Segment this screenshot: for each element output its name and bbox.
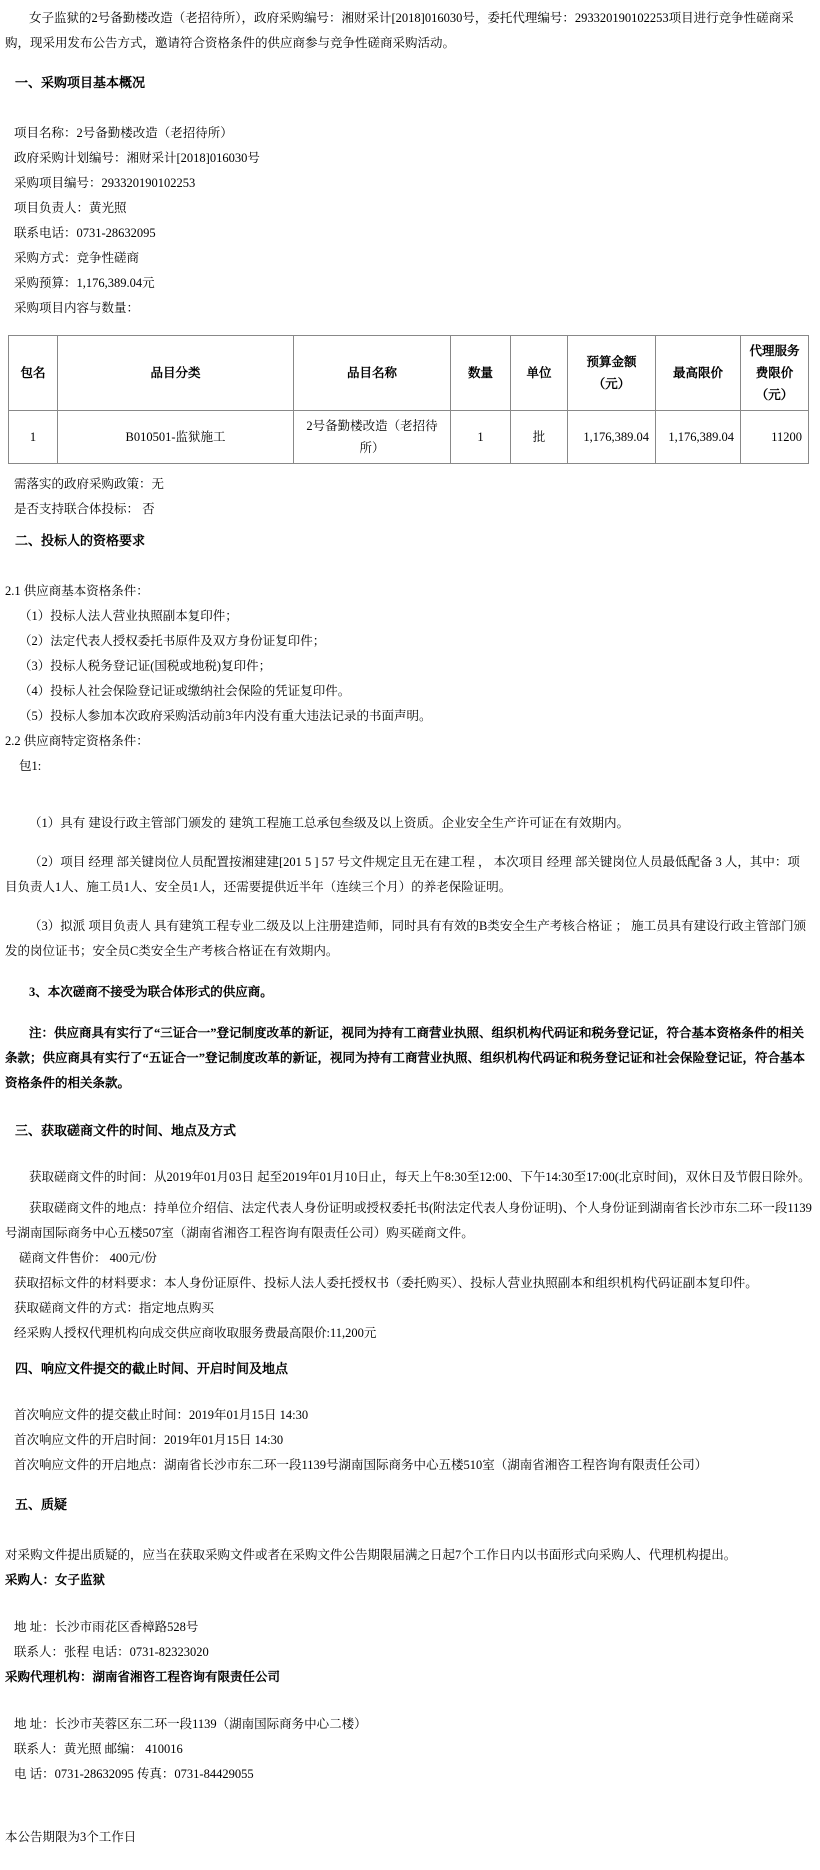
cell-quantity: 1 xyxy=(451,411,511,464)
col-header-quantity: 数量 xyxy=(451,336,511,411)
field-project-name: 项目名称：2号备勤楼改造（老招待所） xyxy=(14,126,233,140)
col-header-budget-amount: 预算金额（元） xyxy=(568,336,656,411)
col-header-package: 包名 xyxy=(9,336,58,411)
basic-item-5: （5）投标人参加本次政府采购活动前3年内没有重大违法记录的书面声明。 xyxy=(19,709,432,723)
col-header-max-price: 最高限价 xyxy=(656,336,741,411)
col-header-unit: 单位 xyxy=(511,336,568,411)
cell-item-name: 2号备勤楼改造（老招待所） xyxy=(294,411,451,464)
specific-qualification-title: 2.2 供应商特定资格条件： xyxy=(5,734,149,748)
document-materials: 获取招标文件的材料要求：本人身份证原件、投标人法人委托授权书（委托购买）、投标人营业执照副本和组织机构代码证副本复印件。 xyxy=(14,1276,758,1290)
agent-name: 采购代理机构：湖南省湘咨工程咨询有限责任公司 xyxy=(5,1670,281,1684)
basic-item-3: （3）投标人税务登记证(国税或地税)复印件； xyxy=(19,659,272,673)
field-project-number: 采购项目编号：293320190102253 xyxy=(14,176,196,190)
cell-budget-amount: 1,176,389.04 xyxy=(568,411,656,464)
basic-item-1: （1）投标人法人营业执照副本复印件； xyxy=(19,609,238,623)
document-price: 磋商文件售价： 400元/份 xyxy=(19,1251,157,1265)
field-plan-number: 政府采购计划编号：湘财采计[2018]016030号 xyxy=(14,151,260,165)
col-header-category: 品目分类 xyxy=(58,336,294,411)
package-label: 包1: xyxy=(19,759,42,773)
section2-title: 二、投标人的资格要求 xyxy=(15,533,146,548)
basic-item-4: （4）投标人社会保险登记证或缴纳社会保险的凭证复印件。 xyxy=(19,684,351,698)
buyer-address: 地 址：长沙市雨花区香樟路528号 xyxy=(14,1620,199,1634)
section5-title: 五、质疑 xyxy=(15,1497,68,1512)
table-row xyxy=(9,411,809,464)
procurement-items-table xyxy=(8,335,809,464)
specific-item-1: （1）具有 建设行政主管部门颁发的 建筑工程施工总承包叁级及以上资质。企业安全生产许可证在有效期内。 xyxy=(29,816,630,830)
cell-unit: 批 xyxy=(511,411,568,464)
agent-contact: 联系人：黄光照 邮编： 410016 xyxy=(14,1742,183,1756)
table-header-row xyxy=(9,336,809,411)
intro-paragraph: 女子监狱的2号备勤楼改造（老招待所），政府采购编号：湘财采计[2018]016030号，委托代理编号：293320190102253项目进行竞争性磋商采购，现采用发布公告方式，邀请符合资格条件的供应商参与竞争性磋商采购活动。 xyxy=(5,11,794,50)
buyer-name: 采购人：女子监狱 xyxy=(5,1573,106,1587)
license-note: 注：供应商具有实行了“三证合一”登记制度改革的新证，视同为持有工商营业执照、组织机构代码证和税务登记证，符合基本资格条件的相关条款；供应商具有实行了“五证合一”登记制度改革的新证，视同为持有工商营业执照、组织机构代码证和税务登记证和社会保险登记证，符合基本资格条件的相关条款。 xyxy=(5,1026,806,1090)
section3-title: 三、获取磋商文件的时间、地点及方式 xyxy=(15,1123,237,1138)
cell-category: B010501-监狱施工 xyxy=(58,411,294,464)
cell-agency-fee-limit: 11200 xyxy=(741,411,809,464)
document-place: 获取磋商文件的地点：持单位介绍信、法定代表人身份证明或授权委托书(附法定代表人身份证明)、个人身份证到湖南省长沙市东二环一段1139号湖南国际商务中心五楼507室（湖南省湘咨工程咨询有限责任公司）购买磋商文件。 xyxy=(5,1201,812,1240)
field-project-manager: 项目负责人：黄光照 xyxy=(14,201,127,215)
document-time: 获取磋商文件的时间：从2019年01月03日 起至2019年01月10日止，每天上午8:30至12:00、下午14:30至17:00(北京时间)，双休日及节假日除外。 xyxy=(29,1170,811,1184)
cell-package: 1 xyxy=(9,411,58,464)
submission-deadline: 首次响应文件的提交截止时间：2019年01月15日 14:30 xyxy=(14,1408,309,1422)
opening-time: 首次响应文件的开启时间：2019年01月15日 14:30 xyxy=(14,1433,284,1447)
inquiry-paragraph: 对采购文件提出质疑的，应当在获取采购文件或者在采购文件公告期限届满之日起7个工作日内以书面形式向采购人、代理机构提出。 xyxy=(5,1548,737,1562)
announcement-document xyxy=(5,6,812,1850)
agent-address: 地 址：长沙市芙蓉区东二环一段1139（湖南国际商务中心二楼） xyxy=(14,1717,367,1731)
field-procurement-method: 采购方式：竞争性磋商 xyxy=(14,251,140,265)
agent-phone: 电 话：0731-28632095 传真：0731-84429055 xyxy=(14,1767,254,1781)
cell-max-price: 1,176,389.04 xyxy=(656,411,741,464)
field-budget: 采购预算：1,176,389.04元 xyxy=(14,276,155,290)
field-joint-bid: 是否支持联合体投标： 否 xyxy=(14,502,155,516)
document-method: 获取磋商文件的方式：指定地点购买 xyxy=(14,1301,215,1315)
basic-item-2: （2）法定代表人授权委托书原件及双方身份证复印件； xyxy=(19,634,326,648)
section1-title: 一、采购项目基本概况 xyxy=(15,75,146,90)
col-header-item-name: 品目名称 xyxy=(294,336,451,411)
basic-qualification-title: 2.1 供应商基本资格条件： xyxy=(5,584,149,598)
announcement-period: 本公告期限为3个工作日 xyxy=(5,1830,137,1844)
section4-title: 四、响应文件提交的截止时间、开启时间及地点 xyxy=(15,1361,289,1376)
field-contact-phone: 联系电话：0731-28632095 xyxy=(14,226,156,240)
specific-item-3: （3）拟派 项目负责人 具有建筑工程专业二级及以上注册建造师，同时具有有效的B类安全生产考核合格证 ； 施工员具有建设行政主管部门颁发的岗位证书；安全员C类安全生产考核合格证在有效期内。 xyxy=(5,919,807,958)
field-content-label: 采购项目内容与数量： xyxy=(14,301,140,315)
col-header-agency-fee-limit: 代理服务费限价（元） xyxy=(741,336,809,411)
service-fee-limit: 经采购人授权代理机构向成交供应商收取服务费最高限价:11,200元 xyxy=(14,1326,377,1340)
buyer-contact: 联系人：张程 电话：0731-82323020 xyxy=(14,1645,209,1659)
opening-place: 首次响应文件的开启地点：湖南省长沙市东二环一段1139号湖南国际商务中心五楼510室（湖南省湘咨工程咨询有限责任公司） xyxy=(14,1458,708,1472)
specific-item-2: （2）项目 经理 部关键岗位人员配置按湘建建[201 5 ] 57 号文件规定且无在建工程 ， 本次项目 经理 部关键岗位人员最低配备 3 人，其中：项目负责人1人、施工员1人、安全员1人，还需要提供近半年（连续三个月）的养老保险证明。 xyxy=(5,855,800,894)
field-policy: 需落实的政府采购政策：无 xyxy=(14,477,165,491)
no-joint-venture-note: 3、本次磋商不接受为联合体形式的供应商。 xyxy=(29,985,273,999)
